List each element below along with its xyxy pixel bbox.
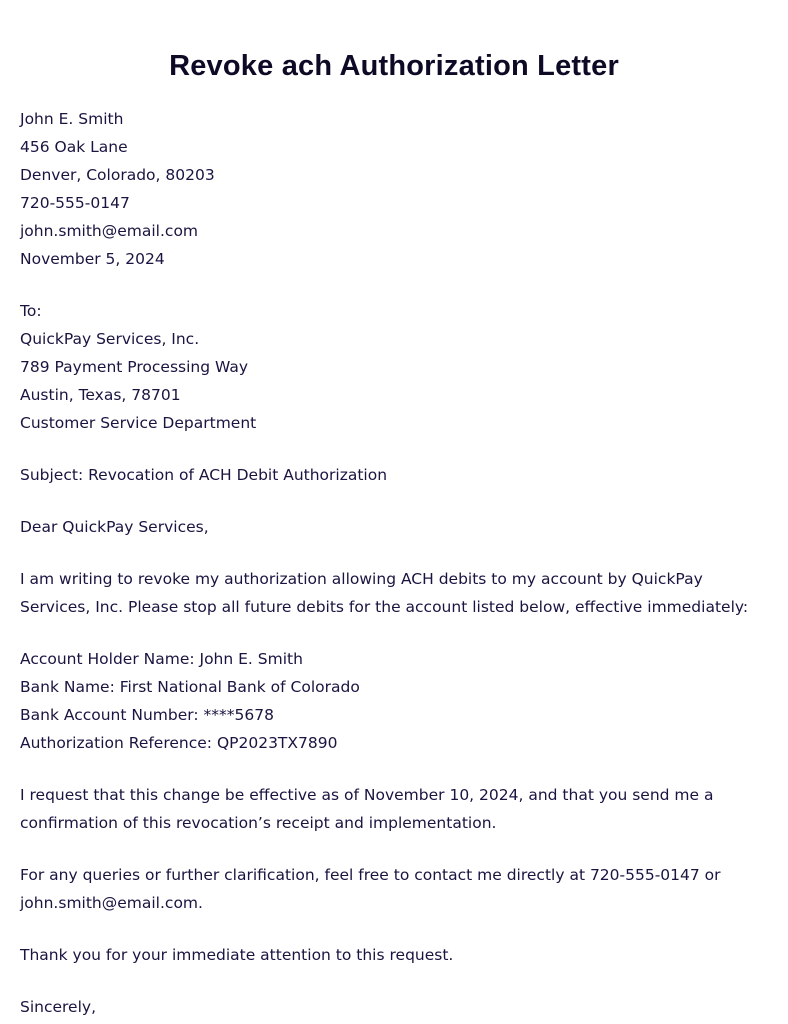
paragraph-revocation: I am writing to revoke my authorization allowing ACH debits to my account by QuickPay Services, Inc. Please stop all future debits for the account listed below, effective immediately: <box>20 570 749 616</box>
spacer <box>20 917 768 941</box>
spacer <box>20 541 768 565</box>
sender-name: John E. Smith <box>20 110 124 128</box>
letter-date: November 5, 2024 <box>20 250 165 268</box>
spacer <box>20 437 768 461</box>
recipient-to-label: To: <box>20 302 42 320</box>
letter-body <box>20 105 768 1021</box>
spacer <box>20 621 768 645</box>
recipient-department: Customer Service Department <box>20 414 257 432</box>
letter-closing: Sincerely, <box>20 998 97 1016</box>
recipient-address-line1: 789 Payment Processing Way <box>20 358 248 376</box>
spacer <box>20 969 768 993</box>
page-title: Revoke ach Authorization Letter <box>169 50 619 82</box>
paragraph-thanks: Thank you for your immediate attention to this request. <box>20 946 454 964</box>
bank-account-number: Bank Account Number: ****5678 <box>20 706 274 724</box>
letter-salutation: Dear QuickPay Services, <box>20 518 209 536</box>
paragraph-effective-date: I request that this change be effective as of November 10, 2024, and that you send me a confirmation of this revocation’s receipt and implementation. <box>20 786 714 832</box>
sender-email: john.smith@email.com <box>20 222 199 240</box>
bank-name: Bank Name: First National Bank of Colorado <box>20 678 360 696</box>
sender-phone: 720-555-0147 <box>20 194 130 212</box>
spacer <box>20 273 768 297</box>
spacer <box>20 489 768 513</box>
recipient-company: QuickPay Services, Inc. <box>20 330 200 348</box>
spacer <box>20 837 768 861</box>
authorization-reference: Authorization Reference: QP2023TX7890 <box>20 734 338 752</box>
recipient-address-line2: Austin, Texas, 78701 <box>20 386 181 404</box>
letter-subject: Subject: Revocation of ACH Debit Authorization <box>20 466 388 484</box>
account-holder-name: Account Holder Name: John E. Smith <box>20 650 303 668</box>
sender-address-line1: 456 Oak Lane <box>20 138 128 156</box>
spacer <box>20 757 768 781</box>
sender-address-line2: Denver, Colorado, 80203 <box>20 166 215 184</box>
paragraph-contact: For any queries or further clarification, feel free to contact me directly at 720-555-0147 or john.smith@email.com. <box>20 866 721 912</box>
